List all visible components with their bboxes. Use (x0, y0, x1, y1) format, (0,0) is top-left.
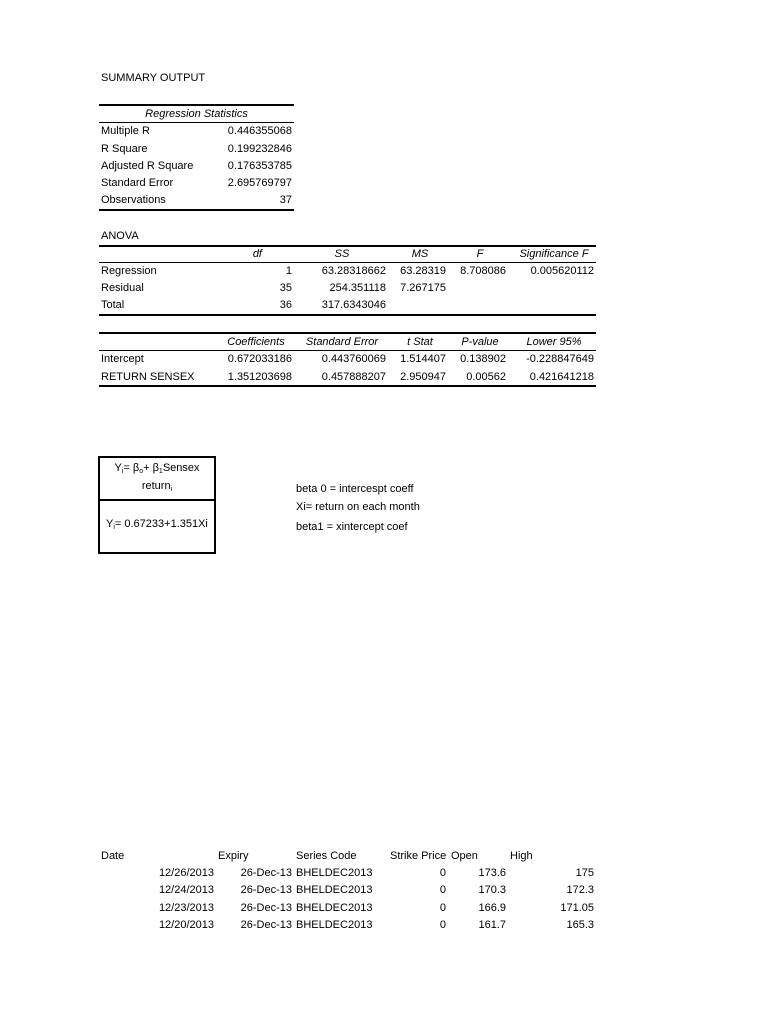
coef-header-rule (99, 350, 596, 351)
futures-cell-expiry: 26-Dec-13 (240, 884, 292, 896)
futures-header-expiry: Expiry (218, 850, 249, 862)
coef-bottom-rule (99, 385, 596, 387)
coef-cell-p: 0.138902 (460, 353, 506, 365)
anova-cell-df: 1 (285, 265, 292, 277)
futures-cell-code: BHELDEC2013 (296, 884, 373, 896)
coef-row-label: RETURN SENSEX (101, 371, 195, 383)
regstats-value: 0.176353785 (227, 160, 292, 172)
regstats-label: R Square (101, 143, 148, 155)
futures-cell-date: 12/24/2013 (158, 884, 214, 896)
futures-cell-high: 165.3 (566, 919, 594, 931)
futures-header-series: Series Code (296, 850, 357, 862)
regstats-value: 0.446355068 (227, 125, 292, 137)
formula-fitted (106, 517, 208, 535)
formula-y-sub: i (121, 468, 124, 475)
note-beta1: beta1 = xintercept coef (296, 521, 408, 533)
futures-cell-open: 166.9 (478, 902, 506, 914)
anova-cell-sig: 0.005620112 (530, 265, 594, 277)
anova-header-ss: SS (334, 248, 350, 260)
formula-plus: + β (143, 462, 159, 474)
formula-model-line2 (100, 479, 214, 497)
formula-model-line1 (100, 461, 214, 479)
regstats-label: Multiple R (101, 125, 150, 137)
anova-header-f: F (476, 248, 484, 260)
formula-return: return (141, 480, 171, 492)
coef-cell-t: 2.950947 (400, 371, 446, 383)
regstats-bottom-rule (99, 209, 294, 211)
futures-cell-expiry: 26-Dec-13 (240, 867, 292, 879)
coef-header-t: t Stat (407, 336, 433, 348)
formula-divider (100, 499, 214, 501)
futures-cell-high: 171.05 (560, 902, 594, 914)
formula-return-sub: i (170, 486, 173, 493)
regstats-top-rule (99, 104, 294, 106)
formula-rest: Sensex (162, 462, 200, 474)
futures-cell-strike: 0 (439, 919, 446, 931)
regstats-value: 0.199232846 (227, 143, 292, 155)
futures-cell-date: 12/20/2013 (158, 919, 214, 931)
futures-header-open: Open (451, 850, 478, 862)
anova-cell-df: 35 (279, 282, 292, 294)
regstats-label: Observations (101, 194, 166, 206)
anova-row-label: Total (101, 299, 125, 311)
anova-cell-f: 8.708086 (460, 265, 506, 277)
note-xi: Xi= return on each month (296, 501, 420, 513)
anova-cell-ms: 63.28319 (400, 265, 446, 277)
futures-cell-code: BHELDEC2013 (296, 902, 373, 914)
anova-row-label: Residual (101, 282, 144, 294)
regstats-label: Adjusted R Square (101, 160, 194, 172)
anova-header-sig: Significance F (519, 248, 589, 260)
futures-cell-strike: 0 (439, 902, 446, 914)
anova-bottom-rule (99, 314, 596, 316)
fitted-y-sub: i (113, 524, 115, 531)
futures-cell-code: BHELDEC2013 (296, 867, 373, 879)
futures-cell-high: 172.3 (566, 884, 594, 896)
coef-header-lower: Lower 95% (526, 336, 582, 348)
formula-box (98, 456, 216, 554)
regstats-value: 37 (279, 194, 292, 206)
futures-cell-high: 175 (575, 867, 594, 879)
anova-cell-ms: 7.267175 (400, 282, 446, 294)
coef-row-label: Intercept (101, 353, 144, 365)
coef-cell-p: 0.00562 (466, 371, 506, 383)
futures-cell-open: 170.3 (478, 884, 506, 896)
coef-cell-lower: 0.421641218 (529, 371, 594, 383)
fitted-eq: = 0.67233+1.351Xi (114, 518, 208, 530)
futures-cell-code: BHELDEC2013 (296, 919, 373, 931)
futures-cell-strike: 0 (439, 884, 446, 896)
anova-cell-ss: 63.28318662 (321, 265, 386, 277)
regstats-value: 2.695769797 (227, 177, 292, 189)
coef-cell-coef: 0.672033186 (227, 353, 292, 365)
coef-cell-coef: 1.351203698 (227, 371, 292, 383)
anova-header-df: df (252, 248, 262, 260)
formula-b1-sub: 1 (158, 468, 163, 475)
regstats-header-rule (99, 122, 294, 123)
futures-header-date: Date (101, 850, 125, 862)
coef-cell-t: 1.514407 (400, 353, 446, 365)
coef-header-p: P-value (461, 336, 499, 348)
note-beta0: beta 0 = intercespt coeff (296, 483, 414, 495)
coef-header-coef: Coefficients (227, 336, 285, 348)
futures-cell-expiry: 26-Dec-13 (240, 919, 292, 931)
futures-cell-date: 12/23/2013 (158, 902, 214, 914)
futures-header-high: High (510, 850, 533, 862)
coef-header-se: Standard Error (305, 336, 379, 348)
futures-cell-open: 173.6 (478, 867, 506, 879)
coef-cell-se: 0.443760069 (321, 353, 386, 365)
coef-cell-se: 0.457888207 (321, 371, 386, 383)
fitted-y: Y (106, 518, 114, 530)
futures-cell-expiry: 26-Dec-13 (240, 902, 292, 914)
futures-cell-strike: 0 (439, 867, 446, 879)
anova-header-ms: MS (411, 248, 429, 260)
formula-y: Y (114, 462, 122, 474)
anova-header-rule (99, 262, 596, 263)
coef-top-rule (99, 332, 596, 334)
futures-cell-open: 161.7 (478, 919, 506, 931)
anova-cell-df: 36 (279, 299, 292, 311)
formula-eq: = β (123, 462, 140, 474)
anova-cell-ss: 317.6343046 (321, 299, 386, 311)
futures-header-strike: Strike Price (390, 850, 447, 862)
coef-cell-lower: -0.228847649 (526, 353, 594, 365)
summary-title: SUMMARY OUTPUT (101, 72, 206, 84)
anova-title: ANOVA (101, 230, 139, 242)
anova-cell-ss: 254.351118 (329, 282, 386, 294)
formula-b0-sub: o (139, 468, 144, 475)
futures-cell-date: 12/26/2013 (158, 867, 214, 879)
regstats-label: Standard Error (101, 177, 174, 189)
regstats-header: Regression Statistics (145, 108, 248, 120)
anova-row-label: Regression (101, 265, 157, 277)
